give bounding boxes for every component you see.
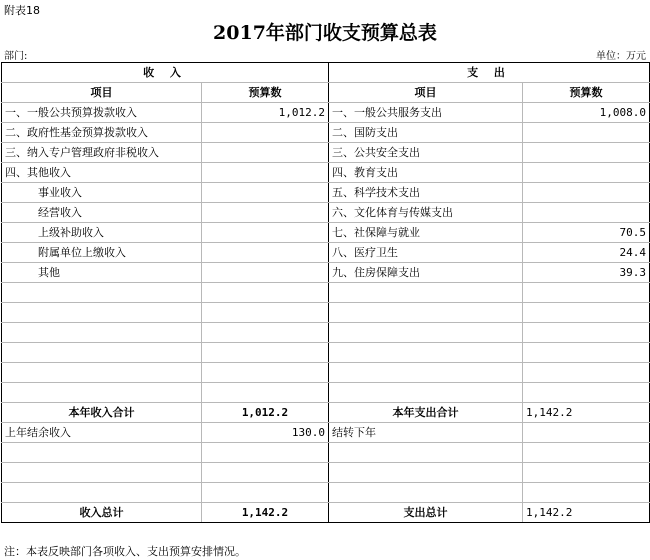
unit-label: 单位：万元	[596, 51, 646, 62]
expense-value: 70.5	[523, 223, 650, 243]
table-row	[2, 103, 650, 123]
empty-row	[2, 303, 650, 323]
income-value	[202, 203, 329, 223]
income-value	[202, 243, 329, 263]
income-item: 附属单位上缴收入	[2, 243, 202, 263]
empty-row	[2, 343, 650, 363]
expense-value: 1,008.0	[523, 103, 650, 123]
expense-item: 五、科学技术支出	[329, 183, 523, 203]
income-item: 经营收入	[2, 203, 202, 223]
expense-item: 一、一般公共服务支出	[329, 103, 523, 123]
income-value	[202, 163, 329, 183]
expense-item: 七、社保障与就业	[329, 223, 523, 243]
expense-value: 24.4	[523, 243, 650, 263]
income-item: 事业收入	[2, 183, 202, 203]
page-title: 2017年部门收支预算总表	[213, 22, 437, 44]
year-expense-total-value: 1,142.2	[523, 403, 650, 423]
income-value: 1,012.2	[202, 103, 329, 123]
expense-value	[523, 203, 650, 223]
empty-row	[2, 323, 650, 343]
department-label: 部门:	[4, 51, 28, 62]
table-row	[2, 243, 650, 263]
empty-row	[2, 363, 650, 383]
expense-item: 三、公共安全支出	[329, 143, 523, 163]
expense-item: 四、教育支出	[329, 163, 523, 183]
expense-grand-total-label: 支出总计	[329, 503, 523, 523]
expense-item: 六、文化体育与传媒支出	[329, 203, 523, 223]
income-item: 上级补助收入	[2, 223, 202, 243]
carry-forward-label: 结转下年	[329, 423, 523, 443]
table-row	[2, 223, 650, 243]
prev-balance-value: 130.0	[202, 423, 329, 443]
section-header-row	[2, 63, 650, 83]
year-income-total-label: 本年收入合计	[2, 403, 202, 423]
table-row	[2, 203, 650, 223]
table-row	[2, 183, 650, 203]
table-row	[2, 143, 650, 163]
income-budget-header: 预算数	[202, 83, 329, 103]
carry-forward-value	[523, 423, 650, 443]
expense-value	[523, 163, 650, 183]
income-item: 一、一般公共预算拨款收入	[2, 103, 202, 123]
income-item-header: 项目	[2, 83, 202, 103]
expense-section-header: 支 出	[329, 63, 650, 83]
expense-value	[523, 143, 650, 163]
expense-grand-total-value: 1,142.2	[523, 503, 650, 523]
table-row	[2, 123, 650, 143]
income-grand-total-label: 收入总计	[2, 503, 202, 523]
income-item: 二、政府性基金预算拨款收入	[2, 123, 202, 143]
budget-table	[1, 62, 650, 523]
empty-row	[2, 283, 650, 303]
column-header-row	[2, 83, 650, 103]
income-section-header: 收 入	[2, 63, 329, 83]
year-expense-total-label: 本年支出合计	[329, 403, 523, 423]
expense-budget-header: 预算数	[523, 83, 650, 103]
income-grand-total-value: 1,142.2	[202, 503, 329, 523]
footnote: 注：本表反映部门各项收入、支出预算安排情况。	[4, 545, 246, 558]
expense-item: 九、住房保障支出	[329, 263, 523, 283]
year-total-row	[2, 403, 650, 423]
attachment-label: 附表18	[4, 4, 40, 17]
income-item: 四、其他收入	[2, 163, 202, 183]
income-item: 三、纳入专户管理政府非税收入	[2, 143, 202, 163]
expense-value	[523, 123, 650, 143]
income-value	[202, 223, 329, 243]
year-income-total-value: 1,012.2	[202, 403, 329, 423]
expense-item-header: 项目	[329, 83, 523, 103]
empty-row	[2, 443, 650, 463]
grand-total-row	[2, 503, 650, 523]
income-value	[202, 143, 329, 163]
table-row	[2, 263, 650, 283]
income-value	[202, 123, 329, 143]
empty-row	[2, 483, 650, 503]
income-value	[202, 263, 329, 283]
table-row	[2, 163, 650, 183]
expense-item: 八、医疗卫生	[329, 243, 523, 263]
empty-row	[2, 383, 650, 403]
balance-row	[2, 423, 650, 443]
expense-value	[523, 183, 650, 203]
empty-row	[2, 463, 650, 483]
income-value	[202, 183, 329, 203]
prev-balance-label: 上年结余收入	[2, 423, 202, 443]
income-item: 其他	[2, 263, 202, 283]
expense-value: 39.3	[523, 263, 650, 283]
expense-item: 二、国防支出	[329, 123, 523, 143]
